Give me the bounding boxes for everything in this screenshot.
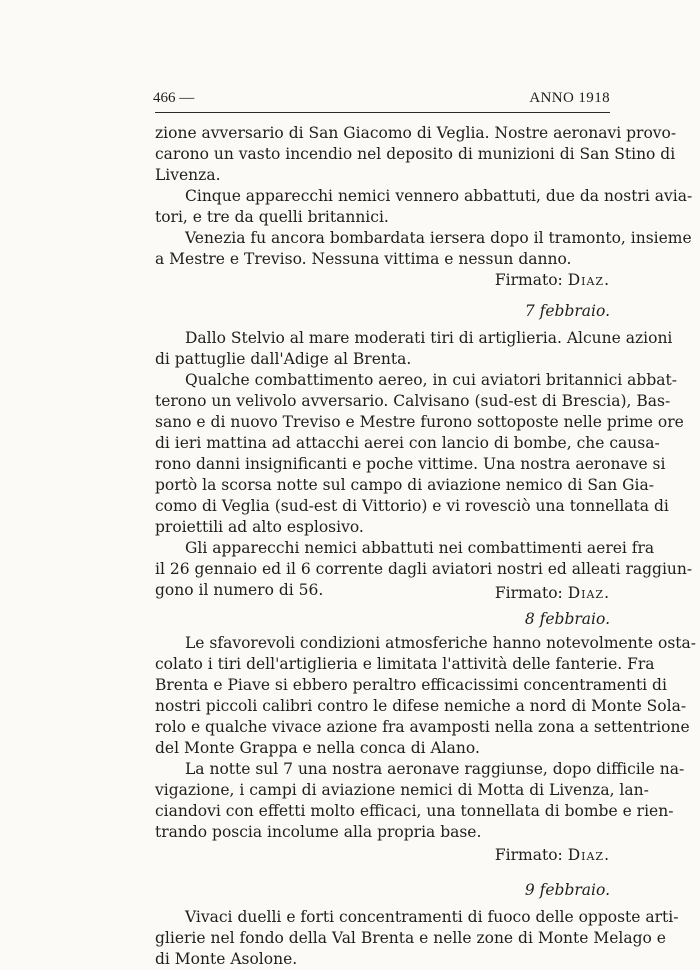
signature-line <box>155 844 610 866</box>
text-line: proiettili ad alto esplosivo. <box>155 518 364 536</box>
text-line: zione avversario di San Giacomo di Veglia. Nostre aeronavi provo- <box>155 124 677 142</box>
signature-label: Firmato: <box>494 584 563 602</box>
text-line: di Monte Asolone. <box>155 950 298 968</box>
text-line: terono un velivolo avversario. Calvisano (sud-est di Brescia), Bas- <box>155 392 671 410</box>
signature-line <box>155 269 610 291</box>
text-line: il 26 gennaio ed il 6 corrente dagli aviatori nostri ed alleati raggiun- <box>155 560 693 578</box>
text-line: ciandovi con effetti molto efficaci, una tonnellata di bombe e rien- <box>155 802 674 820</box>
text-line: Brenta e Piave si ebbero peraltro efficacissimi concentramenti di <box>155 676 667 694</box>
signature-name: Diaz. <box>567 271 610 289</box>
text-line: Livenza. <box>155 166 221 184</box>
text-line: Qualche combattimento aereo, in cui aviatori britannici abbat- <box>185 371 677 389</box>
running-title: ANNO 1918 <box>529 90 610 106</box>
text-line: a Mestre e Treviso. Nessuna vittima e nessun danno. <box>155 250 572 268</box>
text-line: carono un vasto incendio nel deposito di munizioni di San Stino di <box>155 145 676 163</box>
text-line: Venezia fu ancora bombardata iersera dopo il tramonto, insieme <box>185 229 692 247</box>
text-line: glierie nel fondo della Val Brenta e nelle zone di Monte Melago e <box>155 929 666 947</box>
text-line: sano e di nuovo Treviso e Mestre furono sottoposte nelle prime ore <box>155 413 684 431</box>
text-line: Le sfavorevoli condizioni atmosferiche hanno notevolmente osta- <box>185 634 697 652</box>
date-heading: 8 febbraio. <box>524 610 610 628</box>
signature-line <box>155 582 610 604</box>
date-heading: 7 febbraio. <box>524 302 610 320</box>
text-line: vigazione, i campi di aviazione nemici di Motta di Livenza, lan- <box>155 781 649 799</box>
text-line: rono danni insignificanti e poche vittime. Una nostra aeronave si <box>155 455 666 473</box>
text-line: Gli apparecchi nemici abbattuti nei combattimenti aerei fra <box>185 539 655 557</box>
signature-label: Firmato: <box>494 271 563 289</box>
text-line: Vivaci duelli e forti concentramenti di fuoco delle opposte arti- <box>185 908 679 926</box>
text-line: como di Veglia (sud-est di Vittorio) e vi rovesciò una tonnellata di <box>155 497 669 515</box>
signature-name: Diaz. <box>567 846 610 864</box>
running-header <box>155 90 610 113</box>
text-line: del Monte Grappa e nella conca di Alano. <box>155 739 480 757</box>
text-line: trando poscia incolume alla propria base. <box>155 823 482 841</box>
date-heading: 9 febbraio. <box>524 881 610 899</box>
signature-name: Diaz. <box>567 584 610 602</box>
page-number: 466 — <box>153 90 195 106</box>
text-line: gono il numero di 56. <box>155 581 324 599</box>
text-line: colato i tiri dell'artiglieria e limitata l'attività delle fanterie. Fra <box>155 655 655 673</box>
text-line: Dallo Stelvio al mare moderati tiri di artiglieria. Alcune azioni <box>185 329 673 347</box>
text-line: rolo e qualche vivace azione fra avamposti nella zona a settentrione <box>155 718 690 736</box>
text-line: di pattuglie dall'Adige al Brenta. <box>155 350 412 368</box>
text-line: portò la scorsa notte sul campo di aviazione nemico di San Gia- <box>155 476 654 494</box>
signature-label: Firmato: <box>494 846 563 864</box>
text-line: tori, e tre da quelli britannici. <box>155 208 389 226</box>
text-line: La notte sul 7 una nostra aeronave raggiunse, dopo difficile na- <box>185 760 685 778</box>
text-line: Cinque apparecchi nemici vennero abbattuti, due da nostri avia- <box>185 187 693 205</box>
text-line: di ieri mattina ad attacchi aerei con lancio di bombe, che causa- <box>155 434 660 452</box>
text-line: nostri piccoli calibri contro le difese nemiche a nord di Monte Sola- <box>155 697 687 715</box>
